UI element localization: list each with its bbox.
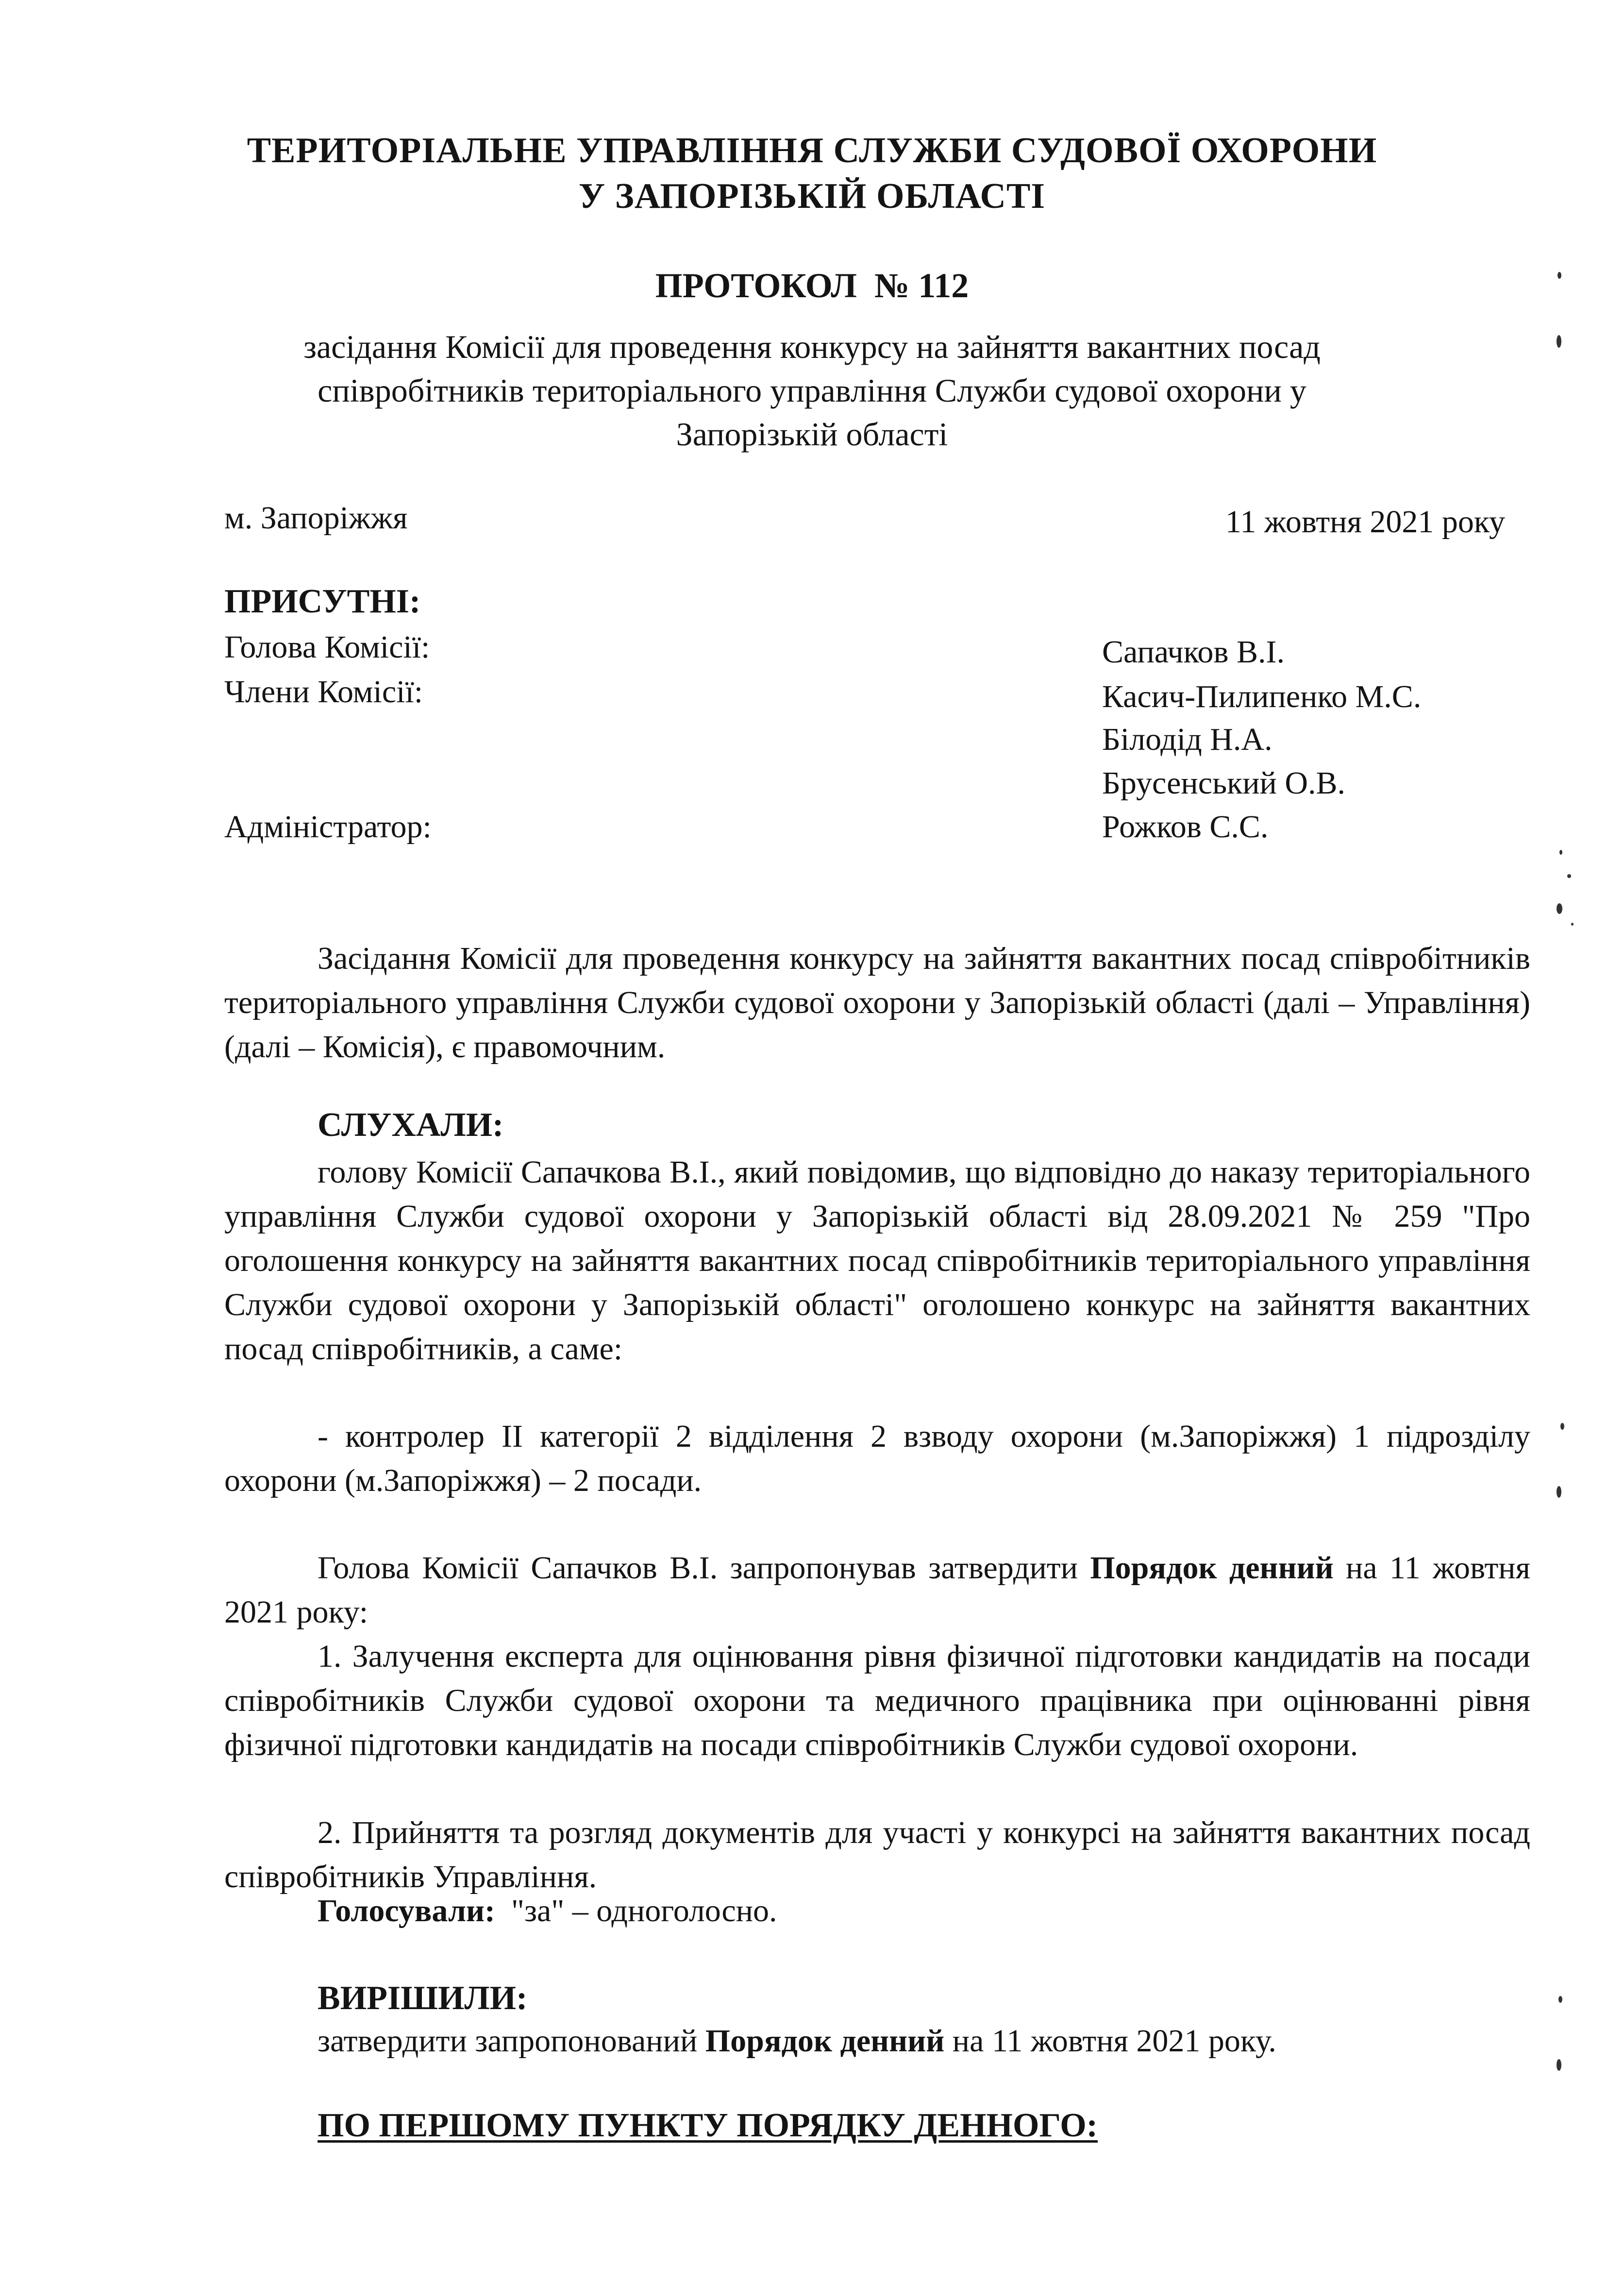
present-heading: ПРИСУТНІ:	[224, 583, 421, 620]
vacant-position: - контролер ІІ категорії 2 відділення 2 взводу охорони (м.Запоріжжя) 1 підрозділу охорони (м.Запоріжжя) – 2 посади.	[224, 1419, 1530, 1498]
org-title-line2: У ЗАПОРІЗЬКІЙ ОБЛАСТІ	[578, 176, 1046, 216]
member-name: Брусенський О.В.	[1102, 765, 1346, 801]
heard-heading: СЛУХАЛИ:	[318, 1106, 504, 1144]
decided-text	[318, 2019, 1276, 2063]
intro-paragraph: Засідання Комісії для проведення конкурсу на зайняття вакантних посад співробітників територіального управління Служби судової охорони у Запорізькій області (далі – Управління) (далі – Комісія), є правомочним.	[224, 941, 1530, 1065]
city: м. Запоріжжя	[224, 500, 408, 536]
scan-mark	[1557, 272, 1561, 279]
scan-mark	[1557, 335, 1561, 348]
chair-label: Голова Комісії:	[224, 629, 430, 665]
agenda-proposal	[224, 1546, 1530, 1634]
decided-text-bold: Порядок денний	[705, 2023, 945, 2059]
agenda-proposal-pre: Голова Комісії Сапачков В.І. запропонував затвердити	[318, 1550, 1090, 1586]
members-label: Члени Комісії:	[224, 674, 423, 710]
heard-paragraph: голову Комісії Сапачкова В.І., який повідомив, що відповідно до наказу територіального управління Служби судової охорони у Запорізькій області від 28.09.2021 № 259 "Про оголошення конкурсу на зайняття вакантних посад співробітників територіального управління Служби судової охорони у Запорізькій області" оголошено конкурс на зайняття вакантних посад співробітників, а саме:	[224, 1154, 1530, 1367]
admin-name: Рожков С.С.	[1102, 809, 1269, 845]
scan-mark	[1571, 923, 1574, 926]
date: 11 жовтня 2021 року	[1225, 504, 1505, 540]
scan-mark	[1559, 850, 1562, 855]
scan-mark	[1557, 903, 1562, 914]
first-item-heading: ПО ПЕРШОМУ ПУНКТУ ПОРЯДКУ ДЕННОГО:	[318, 2107, 1098, 2144]
scan-mark	[1558, 1996, 1562, 2003]
org-title-line1: ТЕРИТОРІАЛЬНЕ УПРАВЛІННЯ СЛУЖБИ СУДОВОЇ ОХОРОНИ	[247, 131, 1377, 170]
decided-text-pre: затвердити запропонований	[318, 2023, 705, 2059]
decided-heading: ВИРІШИЛИ:	[318, 1979, 528, 2017]
admin-label: Адміністратор:	[224, 809, 432, 845]
member-name: Касич-Пилипенко М.С.	[1102, 679, 1422, 714]
agenda-item-1: 1. Залучення експерта для оцінювання рівня фізичної підготовки кандидатів на посади співробітників Служби судової охорони та медичного працівника при оцінюванні рівня фізичної підготовки кандидатів на посади співробітників Служби судової охорони.	[224, 1639, 1530, 1762]
vote-label: Голосували:	[318, 1893, 496, 1928]
scan-mark	[1560, 1423, 1564, 1430]
decided-text-post: на 11 жовтня 2021 року.	[944, 2023, 1276, 2059]
protocol-number: ПРОТОКОЛ № 112	[655, 266, 969, 305]
caption-line2: співробітників територіального управління Служби судової охорони у	[318, 372, 1306, 409]
caption-line3: Запорізькій області	[676, 416, 948, 453]
vote-result: "за" – одноголосно.	[495, 1893, 777, 1928]
vote-line	[318, 1889, 777, 1932]
scan-mark	[1567, 874, 1571, 878]
caption-line1: засідання Комісії для проведення конкурсу на зайняття вакантних посад	[303, 328, 1321, 365]
scan-mark	[1557, 1486, 1561, 1498]
member-name: Білодід Н.А.	[1102, 722, 1272, 757]
agenda-proposal-post: на 11 жовтня 2021 року:	[224, 1550, 1530, 1630]
agenda-item-2: 2. Прийняття та розгляд документів для участі у конкурсі на зайняття вакантних посад співробітників Управління.	[224, 1815, 1530, 1894]
scan-mark	[1557, 2059, 1561, 2071]
agenda-proposal-bold: Порядок денний	[1090, 1550, 1334, 1586]
chair-name: Сапачков В.І.	[1102, 634, 1285, 670]
